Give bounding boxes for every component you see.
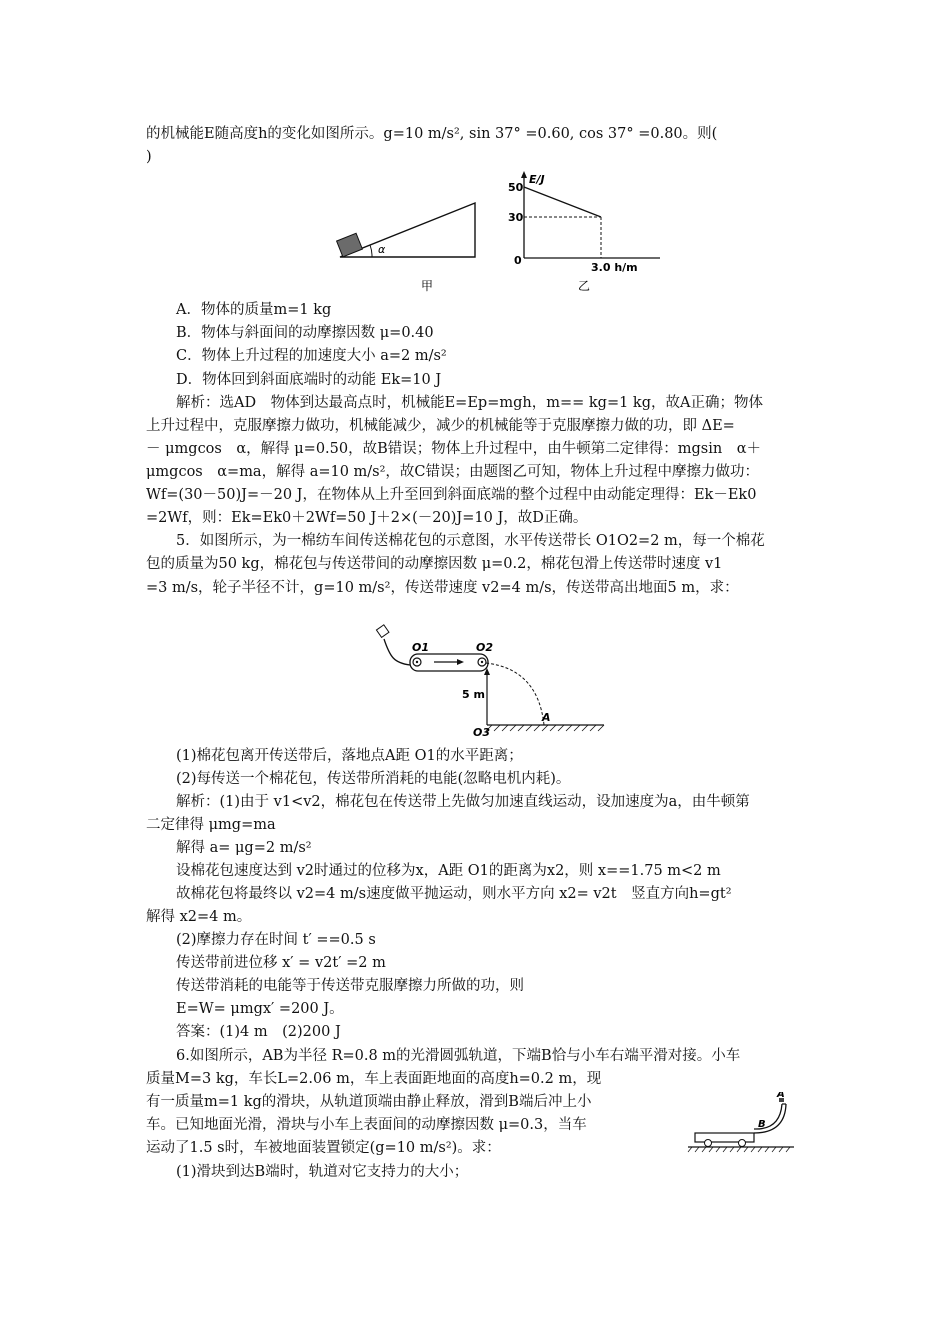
text-line-12: =2Wf，则：Ek=Ek0＋2Wf=50 J＋2×(－20)J=10 J，故D正确。 <box>146 510 588 526</box>
y-tick-30: 30 <box>508 211 524 224</box>
figure-incline-and-energy-graph <box>330 170 660 299</box>
solution-line-3: 解得 a= μg=2 m/s² <box>176 840 312 856</box>
figure-cart-and-track <box>686 1092 796 1160</box>
solution-line-8: 传送带前进位移 x′ = v2t′ =2 m <box>176 955 386 971</box>
block-on-incline <box>337 233 363 257</box>
text-line-2: ) <box>146 149 152 165</box>
figure-label-jia: 甲 <box>421 279 434 293</box>
question-6-line-5: 运动了1.5 s时，车被地面装置锁定(g=10 m/s²)。求： <box>146 1140 501 1156</box>
text-line-11: Wf=(30－50)J=－20 J，在物体从上升至回到斜面底端的整个过程中由动能定理得：Ek－Ek0 <box>146 487 757 503</box>
projectile-path <box>486 663 544 725</box>
question-5-part-2: (2)每传送一个棉花包，传送带所消耗的电能(忽略电机内耗)。 <box>176 771 571 787</box>
solution-line-6: 解得 x2=4 m。 <box>146 909 252 925</box>
solution-line-7: (2)摩擦力存在时间 t′ ==0.5 s <box>176 932 376 948</box>
y-tick-50: 50 <box>508 181 524 194</box>
question-6-line-1: 6.如图所示，AB为半径 R=0.8 m的光滑圆弧轨道，下端B恰与小车右端平滑对接。小车 <box>176 1048 741 1064</box>
question-5-part-1: (1)棉花包离开传送带后，落地点A距 O1的水平距离； <box>176 748 523 764</box>
text-line-8: 上升过程中，克服摩擦力做功，机械能减少，减少的机械能等于克服摩擦力做的功，即 ΔE= <box>146 418 735 434</box>
origin-label: 0 <box>514 254 522 267</box>
x-tick-label: 3.0 h/m <box>591 261 638 274</box>
question-6-line-4: 车。已知地面光滑，滑块与小车上表面间的动摩擦因数 μ=0.3，当车 <box>146 1117 587 1133</box>
solution-line-5: 故棉花包将最终以 v2=4 m/s速度做平抛运动，则水平方向 x2= v2t 竖直方向h=gt² <box>176 886 732 902</box>
height-label: 5 m <box>462 688 485 701</box>
option-c: C．物体上升过程的加速度大小 a=2 m/s² <box>176 348 447 364</box>
angle-arc <box>370 245 372 257</box>
text-line-7: 解析：选AD 物体到达最高点时，机械能E=Ep=mgh，m== kg=1 kg，故A正确；物体 <box>176 395 763 411</box>
solution-line-10: E=W= μmgx′ =200 J。 <box>176 1001 344 1017</box>
solution-line-2: 二定律得 μmg=ma <box>146 817 276 833</box>
question-6-part-1: (1)滑块到达B端时，轨道对它支持力的大小； <box>176 1164 469 1180</box>
label-o1: O1 <box>412 641 430 654</box>
cart-wheel-right <box>739 1140 746 1147</box>
y-axis-label: E/J <box>529 173 545 186</box>
question-6-line-2: 质量M=3 kg，车长L=2.06 m，车上表面距地面的高度h=0.2 m，现 <box>146 1071 602 1087</box>
solution-line-4: 设棉花包速度达到 v2时通过的位移为x，A距 O1的距离为x2，则 x==1.75 m<2 m <box>176 863 721 879</box>
option-d: D．物体回到斜面底端时的动能 Ek=10 J <box>176 372 442 388</box>
text-line-9: － μmgcos α，解得 μ=0.50，故B错误；物体上升过程中，由牛顿第二定律得：mgsin α＋ <box>146 441 762 457</box>
cart-wheel-left <box>705 1140 712 1147</box>
label-o3: O3 <box>473 726 491 739</box>
option-b: B．物体与斜面间的动摩擦因数 μ=0.40 <box>176 325 434 341</box>
question-5-line-3: =3 m/s，轮子半径不计，g=10 m/s²，传送带速度 v2=4 m/s，传送带高出地面5 m，求： <box>146 580 739 596</box>
label-a: A <box>542 711 551 724</box>
entry-chute <box>384 639 410 665</box>
energy-line <box>524 187 601 217</box>
ground-hatching <box>486 725 604 731</box>
question-5-line-1: 5．如图所示，为一棉纺车间传送棉花包的示意图，水平传送带长 O1O2=2 m，每一个棉花 <box>176 533 765 549</box>
label-o2: O2 <box>476 641 494 654</box>
figure-label-yi: 乙 <box>578 279 591 293</box>
question-6-line-3: 有一质量m=1 kg的滑块，从轨道顶端由静止释放，滑到B端后冲上小 <box>146 1094 592 1110</box>
ground-hatching <box>688 1147 790 1152</box>
question-5-line-2: 包的质量为50 kg，棉花包与传送带间的动摩擦因数 μ=0.2，棉花包滑上传送带时速度 v1 <box>146 556 723 572</box>
angle-label: α <box>378 243 386 256</box>
option-a: A．物体的质量m=1 kg <box>176 302 332 318</box>
solution-line-9: 传送带消耗的电能等于传送带克服摩擦力所做的功，则 <box>176 978 524 994</box>
text-line-10: μmgcos α=ma，解得 a=10 m/s²，故C错误；由题图乙可知，物体上升过程中摩擦力做功： <box>146 464 760 480</box>
figure-conveyor-belt <box>372 623 612 747</box>
answer-line: 答案：(1)4 m (2)200 J <box>176 1024 341 1040</box>
label-a: A <box>777 1092 785 1100</box>
label-b: B <box>758 1119 766 1130</box>
cotton-bale <box>376 625 389 638</box>
text-line-1: 的机械能E随高度h的变化如图所示。g=10 m/s², sin 37° =0.60, cos 37° =0.80。则( <box>146 126 718 142</box>
solution-line-1: 解析：(1)由于 v1<v2，棉花包在传送带上先做匀加速直线运动，设加速度为a，由牛顿第 <box>176 794 750 810</box>
